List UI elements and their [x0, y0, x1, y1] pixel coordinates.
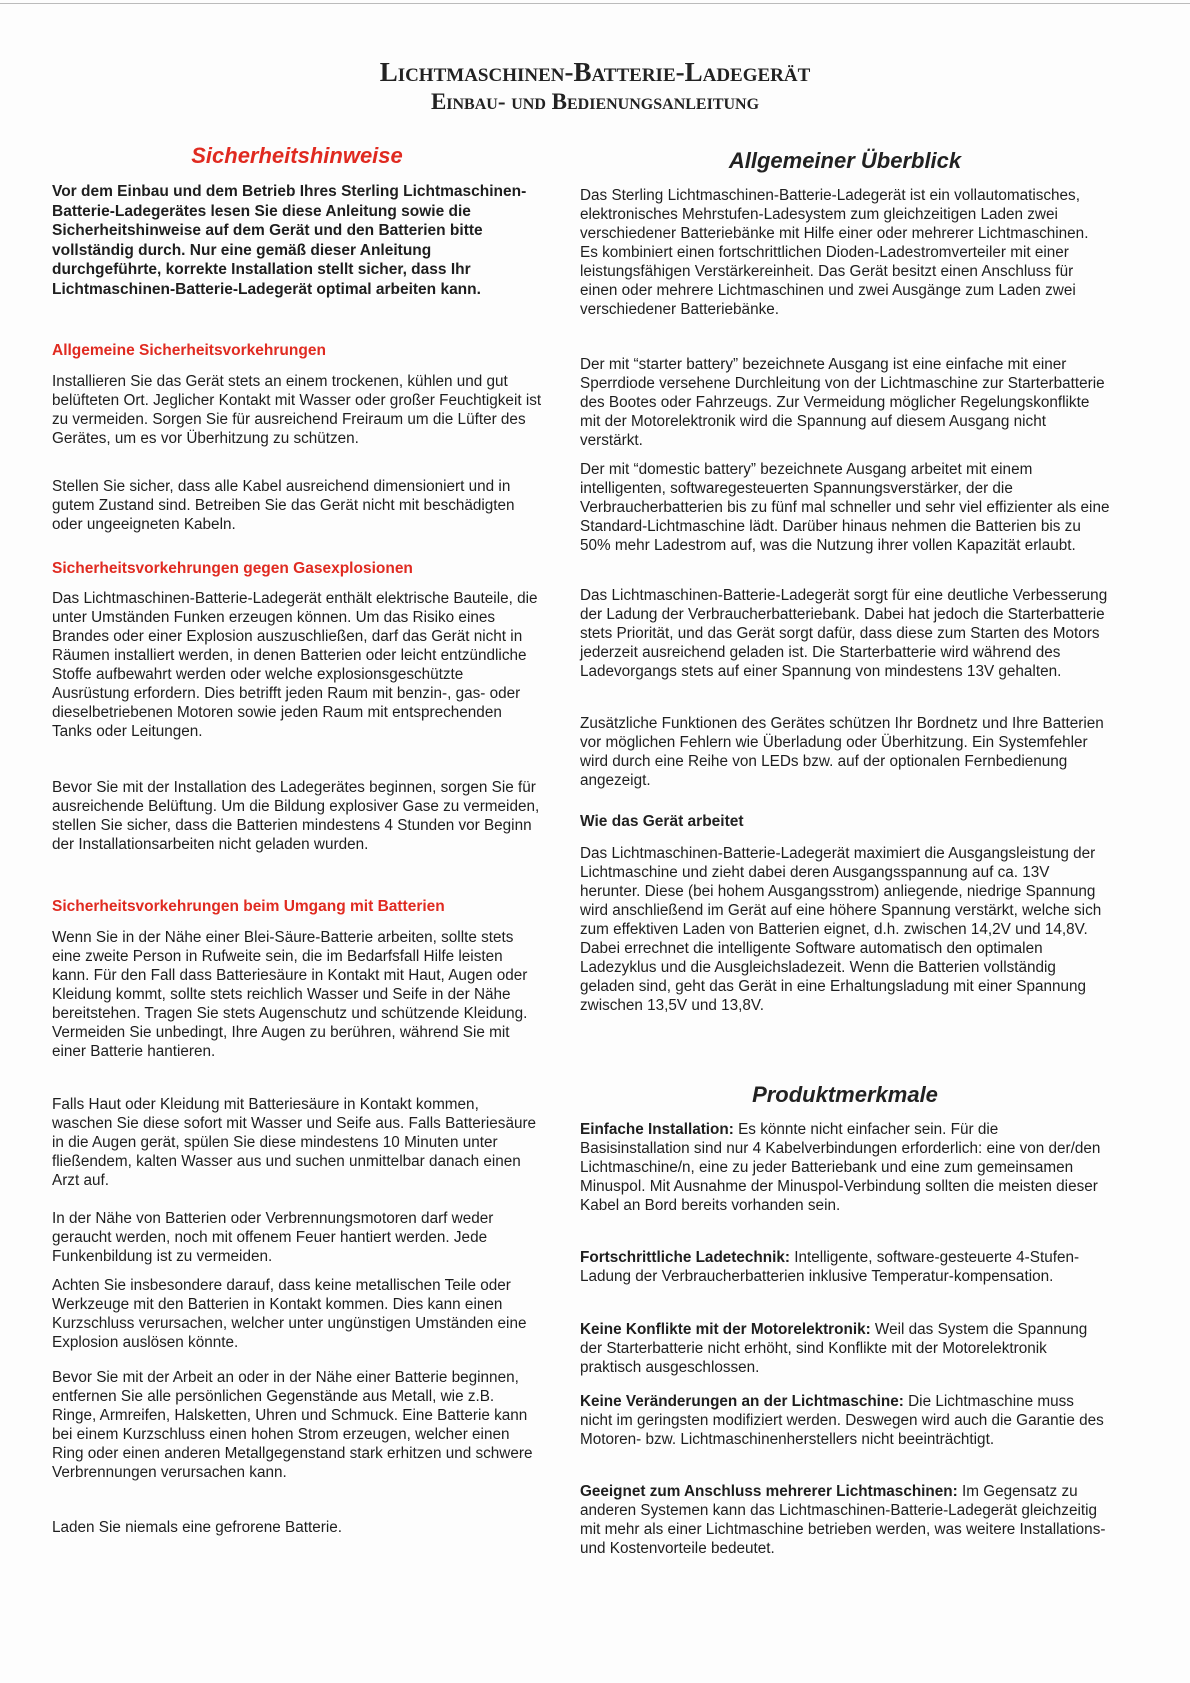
subheading-how-it-works: Wie das Gerät arbeitet — [580, 813, 744, 830]
feature-label: Einfache Installation: — [580, 1121, 734, 1138]
paragraph-overview-1: Das Sterling Lichtmaschinen-Batterie-Ladegerät ist ein vollautomatisches, elektronisches Mehrstufen-Ladesystem zum gleichzeitigen Laden zwei verschiedener Batteriebänke mit Hilfe einer oder mehrerer Lichtmaschinen. Es kombiniert einen fortschrittlichen Dioden-Ladestromverteiler mit einer leistungsfähigen Verstärkereinheit. Das Gerät besitzt einen Anschluss für einen oder mehrere Lichtmaschinen und zwei Ausgänge zum Laden zwei verschiedener Batteriebänke. — [580, 187, 1089, 318]
page-title-line1: Lichtmaschinen-Batterie-Ladegerät — [379, 57, 811, 87]
paragraph-battery-5: Bevor Sie mit der Arbeit an oder in der Nähe einer Batterie beginnen, entfernen Sie alle persönlichen Gegenstände aus Metall, wie z.B. Ringe, Armreifen, Halsketten, Uhren und Schmuck. Eine Batterie kann bei einem Kurzschluss einen hohen Strom erzeugen, welcher einen Ring oder einen anderen Metallgegenstand stark erhitzen und schwere Verbrennungen verursachen kann. — [52, 1369, 533, 1481]
page-title — [0, 58, 1190, 116]
paragraph-gas-2: Bevor Sie mit der Installation des Ladegerätes beginnen, sorgen Sie für ausreichende Belüftung. Um die Bildung explosiver Gase zu vermeiden, stellen Sie sicher, dass die Batterien mindestens 4 Stunden vor Beginn der Installationsarbeiten nicht geladen wurden. — [52, 779, 540, 853]
heading-overview: Allgemeiner Überblick — [728, 148, 962, 173]
paragraph-battery-2: Falls Haut oder Kleidung mit Batteriesäure in Kontakt kommen, waschen Sie diese sofort mit Wasser und Seife aus. Falls Batteriesäure in die Augen gerät, spülen Sie diese mindestens 10 Minuten unter fließendem, kalten Wasser aus und suchen unmittelbar danach einen Arzt auf. — [52, 1096, 537, 1189]
feature-text: Intelligente, software-gesteuerte 4-Stufen-Ladung der Verbraucherbatterien inklusive Temperatur-kompensation. — [580, 1249, 1080, 1285]
paragraph-gas-1: Das Lichtmaschinen-Batterie-Ladegerät enthält elektrische Bauteile, die unter Umständen Funken erzeugen können. Um das Risiko eines Brandes oder einer Explosion auszuschließen, darf das Gerät nicht in Räumen installiert werden, in denen Batterien oder leicht entzündliche Stoffe aufbewahrt werden oder welche explosionsgeschützte Ausrüstung erfordern. Dies betrifft jeden Raum mit benzin-, gas- oder dieselbetriebenen Motoren sowie jeden Raum mit entsprechenden Tanks oder Leitungen. — [52, 590, 538, 740]
feature-no-engine-conflicts — [580, 1320, 1110, 1377]
paragraph-general-2: Stellen Sie sicher, dass alle Kabel ausreichend dimensioniert und in gutem Zustand sind. Betreiben Sie das Gerät nicht mit beschädigten oder ungeeigneten Kabeln. — [52, 478, 515, 533]
paragraph-overview-3: Der mit “domestic battery” bezeichnete Ausgang arbeitet mit einem intelligenten, softwaregesteuerten Spannungsverstärker, der die Verbraucherbatterien bis zu fünf mal schneller und sehr viel effizienter als eine Standard-Lichtmaschine lädt. Darüber hinaus nehmen die Batterien bis zu 50% mehr Ladestrom auf, was die Nutzung ihrer vollen Kapazität erlaubt. — [580, 461, 1110, 554]
scan-edge-line — [0, 3, 1190, 4]
feature-text: Es könnte nicht einfacher sein. Für die Basisinstallation sind nur 4 Kabelverbindungen erforderlich: eine von der/den Lichtmaschine/n, eine zu jeder Batteriebank und eine zum gemeinsamen Minuspol. Mit Ausnahme der Minuspol-Verbindung sollten die meisten dieser Kabel an Bord bereits vorhanden sein. — [580, 1121, 1101, 1214]
heading-product-features: Produktmerkmale — [752, 1082, 938, 1107]
feature-text: Weil das System die Spannung der Starterbatterie nicht erhöht, sind Konflikte mit der Motorelektronik praktisch ausgeschlossen. — [580, 1321, 1088, 1376]
subheading-battery-handling: Sicherheitsvorkehrungen beim Umgang mit Batterien — [52, 898, 445, 915]
paragraph-battery-4: Achten Sie insbesondere darauf, dass keine metallischen Teile oder Werkzeuge mit den Batterien in Kontakt kommen. Dies kann einen Kurzschluss verursachen, welcher unter ungünstigen Umständen eine Explosion auslösen könnte. — [52, 1277, 527, 1351]
feature-label: Keine Konflikte mit der Motorelektronik: — [580, 1321, 871, 1338]
feature-easy-installation — [580, 1120, 1110, 1215]
feature-label: Fortschrittliche Ladetechnik: — [580, 1249, 790, 1266]
paragraph-how-it-works: Das Lichtmaschinen-Batterie-Ladegerät maximiert die Ausgangsleistung der Lichtmaschine und zieht dabei deren Ausgangsspannung auf ca. 13V herunter. Diese (bei hohem Ausgangsstrom) anliegende, niedrige Spannung wird anschließend im Gerät auf eine höhere Spannung verstärkt, welche sich zum effektiven Laden von Batterien eignet, d.h. zwischen 14,2V und 14,8V. Dabei errechnet die intelligente Software automatisch den optimalen Ladezyklus und die Ausgleichsladezeit. Wenn die Batterien vollständig geladen sind, geht das Gerät in eine Erhaltungsladung mit einer Spannung zwischen 13,5V und 13,8V. — [580, 845, 1102, 1014]
feature-text: Im Gegensatz zu anderen Systemen kann das Lichtmaschinen-Batterie-Ladegerät gleichzeitig mit mehr als einer Lichtmaschine betrieben werden, was weitere Installations- und Kostenvorteile bedeutet. — [580, 1483, 1106, 1557]
feature-advanced-charging — [580, 1248, 1110, 1286]
paragraph-general-1: Installieren Sie das Gerät stets an einem trockenen, kühlen und gut belüfteten Ort. Jeglicher Kontakt mit Wasser oder großer Feuchtigkeit ist zu vermeiden. Sorgen Sie für ausreichend Freiraum um die Lüfter des Gerätes, um es vor Überhitzung zu schützen. — [52, 373, 542, 447]
subheading-gas-explosion: Sicherheitsvorkehrungen gegen Gasexplosionen — [52, 560, 413, 577]
heading-safety: Sicherheitshinweise — [191, 143, 403, 168]
feature-text: Die Lichtmaschine muss nicht im geringsten modifiziert werden. Deswegen wird auch die Garantie des Motoren- bzw. Lichtmaschinenherstellers nicht beeinträchtigt. — [580, 1393, 1104, 1448]
feature-label: Keine Veränderungen an der Lichtmaschine: — [580, 1393, 904, 1410]
safety-intro: Vor dem Einbau und dem Betrieb Ihres Sterling Lichtmaschinen-Batterie-Ladegerätes lesen Sie diese Anleitung sowie die Sicherheitshinweise auf dem Gerät und den Batterien bitte vollständig durch. Nur eine gemäß dieser Anleitung durchgeführte, korrekte Installation stellt sicher, dass Ihr Lichtmaschinen-Batterie-Ladegerät optimal arbeiten kann. — [52, 183, 527, 298]
paragraph-overview-2: Der mit “starter battery” bezeichnete Ausgang ist eine einfache mit einer Sperrdiode versehene Durchleitung von der Lichtmaschine zur Starterbatterie des Bootes oder Fahrzeugs. Zur Vermeidung möglicher Regelungskonflikte mit der Motorelektronik wird die Spannung auf diesem Ausgang nicht verstärkt. — [580, 356, 1105, 449]
feature-no-alternator-changes — [580, 1392, 1110, 1449]
feature-multiple-alternators — [580, 1482, 1110, 1558]
paragraph-battery-3: In der Nähe von Batterien oder Verbrennungsmotoren darf weder geraucht werden, noch mit offenem Feuer hantiert werden. Jede Funkenbildung ist zu vermeiden. — [52, 1210, 494, 1265]
paragraph-overview-5: Zusätzliche Funktionen des Gerätes schützen Ihr Bordnetz und Ihre Batterien vor möglichen Fehlern wie Überladung oder Überhitzung. Ein Systemfehler wird durch eine Reihe von LEDs bzw. auf der optionalen Fernbedienung angezeigt. — [580, 715, 1104, 789]
paragraph-overview-4: Das Lichtmaschinen-Batterie-Ladegerät sorgt für eine deutliche Verbesserung der Ladung der Verbraucherbatteriebank. Dabei hat jedoch die Starterbatterie stets Priorität, und das Gerät sorgt dafür, dass diese zum Starten des Motors jederzeit ausreichend geladen ist. Die Starterbatterie wird während des Ladevorgangs stets auf einer Spannung von mindestens 13V gehalten. — [580, 587, 1108, 680]
paragraph-battery-1: Wenn Sie in der Nähe einer Blei-Säure-Batterie arbeiten, sollte stets eine zweite Person in Rufweite sein, die im Bedarfsfall Hilfe leisten kann. Für den Fall dass Batteriesäure in Kontakt mit Haut, Augen oder Kleidung kommt, sollte stets reichlich Wasser und Seife in der Nähe bereitstehen. Tragen Sie stets Augenschutz und schützende Kleidung. Vermeiden Sie unbedingt, Ihre Augen zu berühren, während Sie mit einer Batterie hantieren. — [52, 929, 528, 1060]
subheading-general-precautions: Allgemeine Sicherheitsvorkehrungen — [52, 342, 326, 359]
feature-label: Geeignet zum Anschluss mehrerer Lichtmaschinen: — [580, 1483, 958, 1500]
page-title-line2: Einbau- und Bedienungsanleitung — [430, 89, 760, 114]
paragraph-battery-6: Laden Sie niemals eine gefrorene Batterie. — [52, 1519, 342, 1536]
